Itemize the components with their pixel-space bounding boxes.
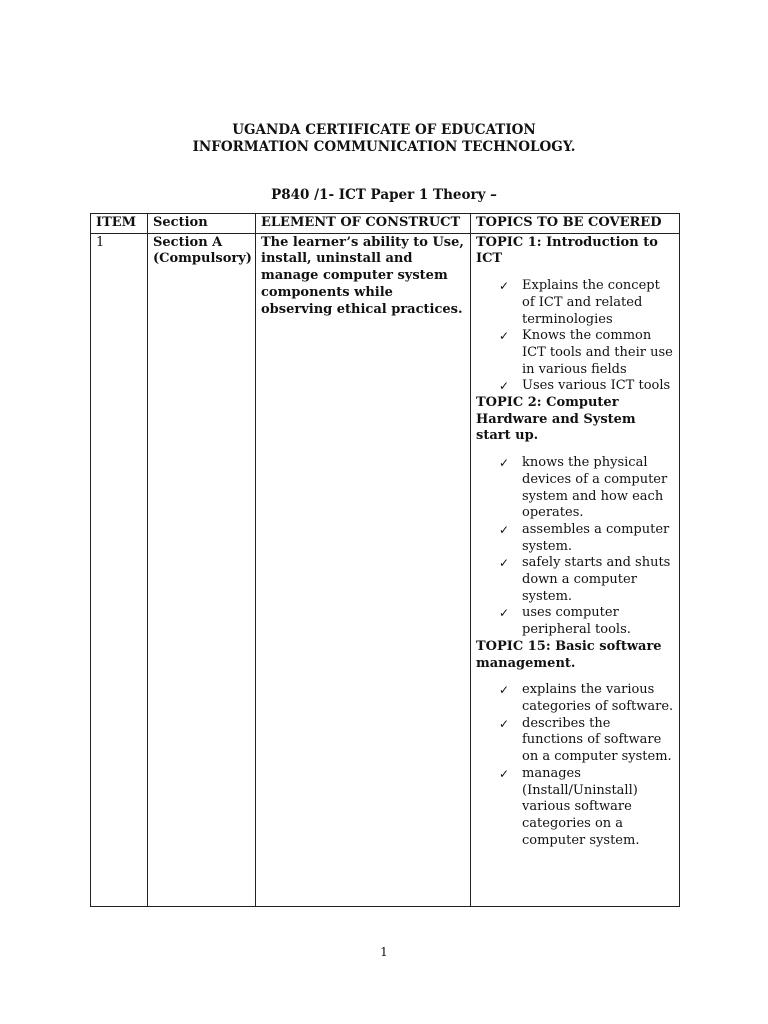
topic-title: TOPIC 2: Computer Hardware and System start up. [476, 395, 636, 444]
section-note: (Compulsory) [153, 251, 252, 267]
list-item: ✓ Knows the common ICT tools and their use in various fields [522, 328, 674, 378]
list-item: ✓ manages (Install/Uninstall) various software categories on a computer system. [522, 766, 674, 850]
list-item: ✓ explains the various categories of software. [522, 682, 674, 715]
section-name: Section A [153, 234, 223, 250]
list-item: ✓ describes the functions of software on a computer system. [522, 716, 674, 766]
column-header-construct: ELEMENT OF CONSTRUCT [256, 214, 471, 234]
table-row [91, 233, 680, 906]
list-item: ✓ Explains the concept of ICT and related terminologies [522, 278, 674, 328]
list-item: ✓ Uses various ICT tools [522, 378, 674, 395]
list-item: ✓ uses computer peripheral tools. [522, 605, 674, 638]
list-item: ✓ assembles a computer system. [522, 522, 674, 555]
table-header-row [91, 214, 680, 234]
section-cell [148, 233, 256, 906]
construct-text: The learner’s ability to Use, install, uninstall and manage computer system components while observing ethical practices. [261, 234, 464, 317]
document-title-line1: UGANDA CERTIFICATE OF EDUCATION [232, 122, 536, 138]
column-header-section: Section [148, 214, 256, 234]
syllabus-table [90, 213, 680, 907]
item-cell [91, 233, 148, 906]
paper-title: P840 /1- ICT Paper 1 Theory – [271, 187, 497, 203]
construct-cell [256, 233, 471, 906]
column-header-topics: TOPICS TO BE COVERED [471, 214, 680, 234]
topics-cell [471, 233, 680, 906]
topic-points [476, 682, 674, 849]
topic-points [476, 455, 674, 639]
list-item: ✓ knows the physical devices of a computer system and how each operates. [522, 455, 674, 522]
page-number: 1 [380, 945, 388, 959]
list-item: ✓ safely starts and shuts down a computer system. [522, 555, 674, 605]
topic-title: TOPIC 1: Introduction to ICT [476, 234, 658, 267]
topic-points [476, 278, 674, 395]
item-number: 1 [96, 234, 105, 250]
topic-title: TOPIC 15: Basic software management. [476, 638, 662, 671]
column-header-item: ITEM [91, 214, 148, 234]
document-title-line2: INFORMATION COMMUNICATION TECHNOLOGY. [192, 139, 576, 155]
